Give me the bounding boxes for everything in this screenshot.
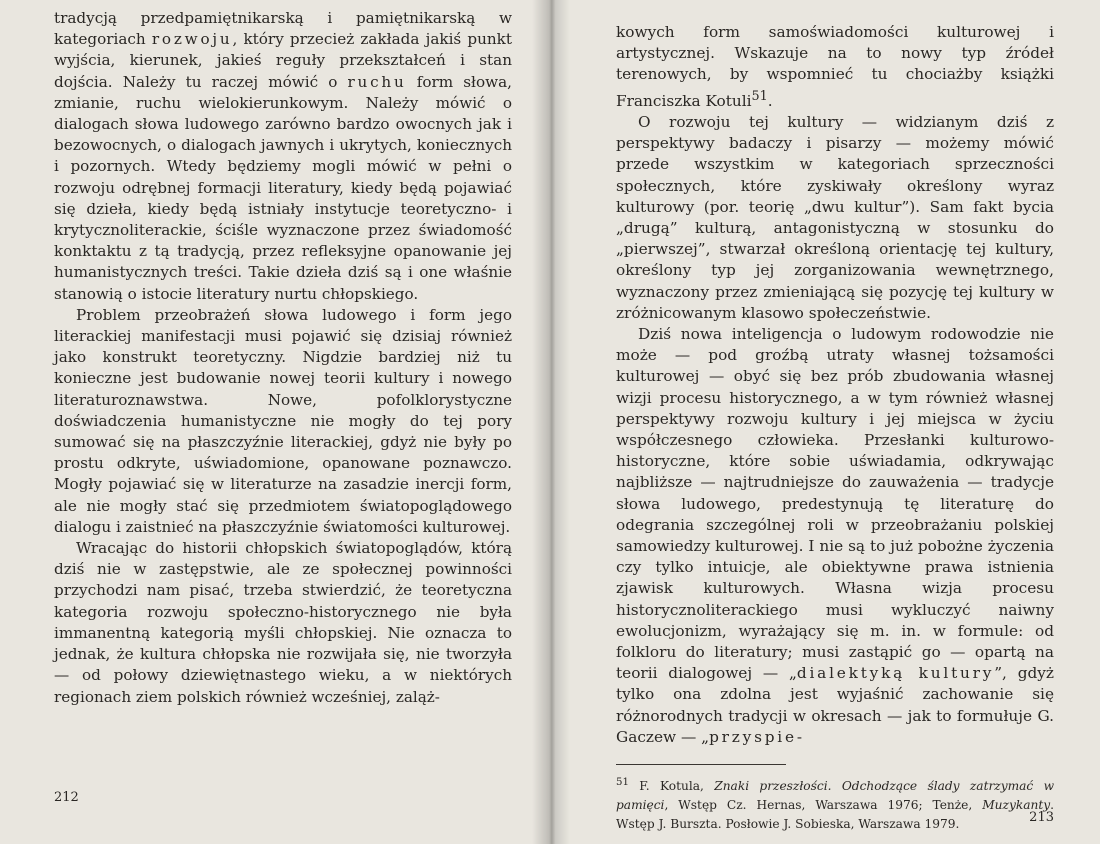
italic-text: Muzykanty	[982, 798, 1051, 813]
text-run: F. Kotula,	[628, 779, 715, 794]
paragraph	[54, 305, 512, 538]
right-page-number: 213	[1029, 810, 1054, 825]
spaced-emphasis: ruchu	[347, 72, 407, 91]
left-page-number: 212	[54, 790, 79, 805]
text-run: Dziś nowa inteligencja o ludowym rodowodzie nie może — pod groźbą utraty własnej tożsamości kulturowej — obyć się bez prób zbudowania własnej wizji procesu historycznego, a w tym również własnej perspektywy rozwoju kultury i jej miejsca w życiu współczesnego człowieka. Przesłanki kulturowo-historyczne, które sobie uświadamia, odkrywając najbliższe — najtrudniejsze do zauważenia — tradycje słowa ludowego, predestynują tę literaturę do odegrania szczególnej roli w przeobrażaniu polskiej samowiedzy kulturowej. I nie są to już pobożne życzenia czy tylko intuicje, ale obiektywne prawa istnienia zjawisk kulturowych. Własna wizja procesu historycznoliterackiego musi wykluczyć naiwny ewolucjonizm, wyrażający się m. in. w formule: od folkloru do literatury; musi zastąpić go — opartą na teorii dialogowej — „	[616, 324, 1054, 683]
text-run: Wracając do historii chłopskich światopoglądów, którą dziś nie w zastępstwie, ale ze społecznej powinności przychodzi nam pisać, trzeba stwierdzić, że teoretyczna kategoria rozwoju społeczno-historycznego nie była immanentną kategorią myśli chłopskiej. Nie oznacza to jednak, że kultura chłopska nie rozwijała się, nie tworzyła — od połowy dziewiętnastego wieku, a w niektórych regionach ziem polskich również wcześniej, zaląż-	[54, 539, 512, 706]
text-run: ”, gdyż tylko ona zdolna jest wyjaśnić zachowanie się różnorodnych tradycji w okresach — jak to formułuje G. Gaczew — „	[616, 664, 1054, 746]
text-run: , Wstęp Cz. Hernas, Warszawa 1976; Tenże,	[664, 798, 983, 813]
paragraph	[54, 538, 512, 708]
text-run: .	[767, 91, 773, 110]
spaced-emphasis: dialektyką kultury	[796, 664, 995, 683]
footnote-rule	[616, 764, 786, 765]
left-page-text	[54, 8, 512, 708]
paragraph	[616, 324, 1054, 748]
right-page	[550, 0, 1100, 844]
italic-text: Znaki przeszłości. Odchodzące ślady zatrzymać w pamięci	[616, 779, 1055, 813]
text-run: tradycją przedpamiętnikarską i pamiętnikarską w kategoriach	[54, 9, 512, 49]
book-gutter-shadow	[532, 0, 570, 844]
paragraph	[54, 8, 512, 305]
footnote-reference: 51	[751, 88, 768, 104]
right-page-text	[616, 22, 1054, 748]
text-run: O rozwoju tej kultury — widzianym dziś z perspektywy badaczy i pisarzy — możemy mówić przede wszystkim w kategoriach sprzeczności społecznych, które zyskiwały określony wyraz kulturowy (por. teorię „dwu kultur”). Sam fakt bycia „drugą” kulturą, antagonistyczną w stosunku do „pierwszej”, stwarzał określoną orientację tej kultury, określony typ jej zorganizowania wewnętrznego, wyznaczony przez zmieniającą się pozycję tej kultury w zróżnicowanym klasowo społeczeństwie.	[616, 112, 1054, 322]
paragraph	[616, 22, 1054, 112]
text-run: , który przecież zakłada jakiś punkt wyjścia, kierunek, jakieś reguły przekształceń i stan dojścia. Należy tu raczej mówić o	[54, 30, 512, 91]
spaced-emphasis: rozwoju	[151, 30, 233, 49]
footnote	[616, 773, 1054, 834]
footnote-marker: 51	[616, 777, 629, 788]
paragraph	[616, 112, 1054, 324]
spaced-emphasis: przyspie-	[709, 727, 805, 746]
text-run: Problem przeobrażeń słowa ludowego i form jego literackiej manifestacji musi pojawić się dzisiaj również jako konstrukt teoretyczny. Nigdzie bardziej niż tu konieczne jest budowanie nowej teorii kultury i nowego literaturoznawstwa. Nowe, pofolklorystyczne doświadczenia humanistyczne nie mogły do tej pory sumować się na płaszczyźnie literackiej, gdyż nie były po prostu odkryte, uświadomione, opanowane poznawczo. Mogły pojawiać się w literaturze na zasadzie inercji form, ale nie mogły stać się przedmiotem światopoglądowego dialogu i zaistnieć na płaszczyźnie światomości kulturowej.	[54, 305, 512, 536]
text-run: kowych form samoświadomości kulturowej i artystycznej. Wskazuje na to nowy typ źródeł terenowych, by wspomnieć tu chociażby książki Franciszka Kotuli	[616, 23, 1054, 110]
text-run: form słowa, zmianie, ruchu wielokierunkowym. Należy mówić o dialogach słowa ludowego zarówno bardzo owocnych jak i bezowocnych, o dialogach jawnych i ukrytych, koniecznych i pozornych. Wtedy będziemy mogli mówić w pełni o rozwoju odrębnej formacji literatury, kiedy będą pojawiać się dzieła, kiedy będą istniały instytucje teoretyczno- i krytycznoliterackie, ściśle wyznaczone przez świadomość konktaktu z tą tradycją, przez refleksyjne opanowanie jej humanistycznych treści. Takie dzieła dziś są i one właśnie stanowią o istocie literatury nurtu chłopskiego.	[54, 72, 512, 303]
text-run: . Wstęp J. Burszta. Posłowie J. Sobieska, Warszawa 1979.	[616, 798, 1054, 832]
